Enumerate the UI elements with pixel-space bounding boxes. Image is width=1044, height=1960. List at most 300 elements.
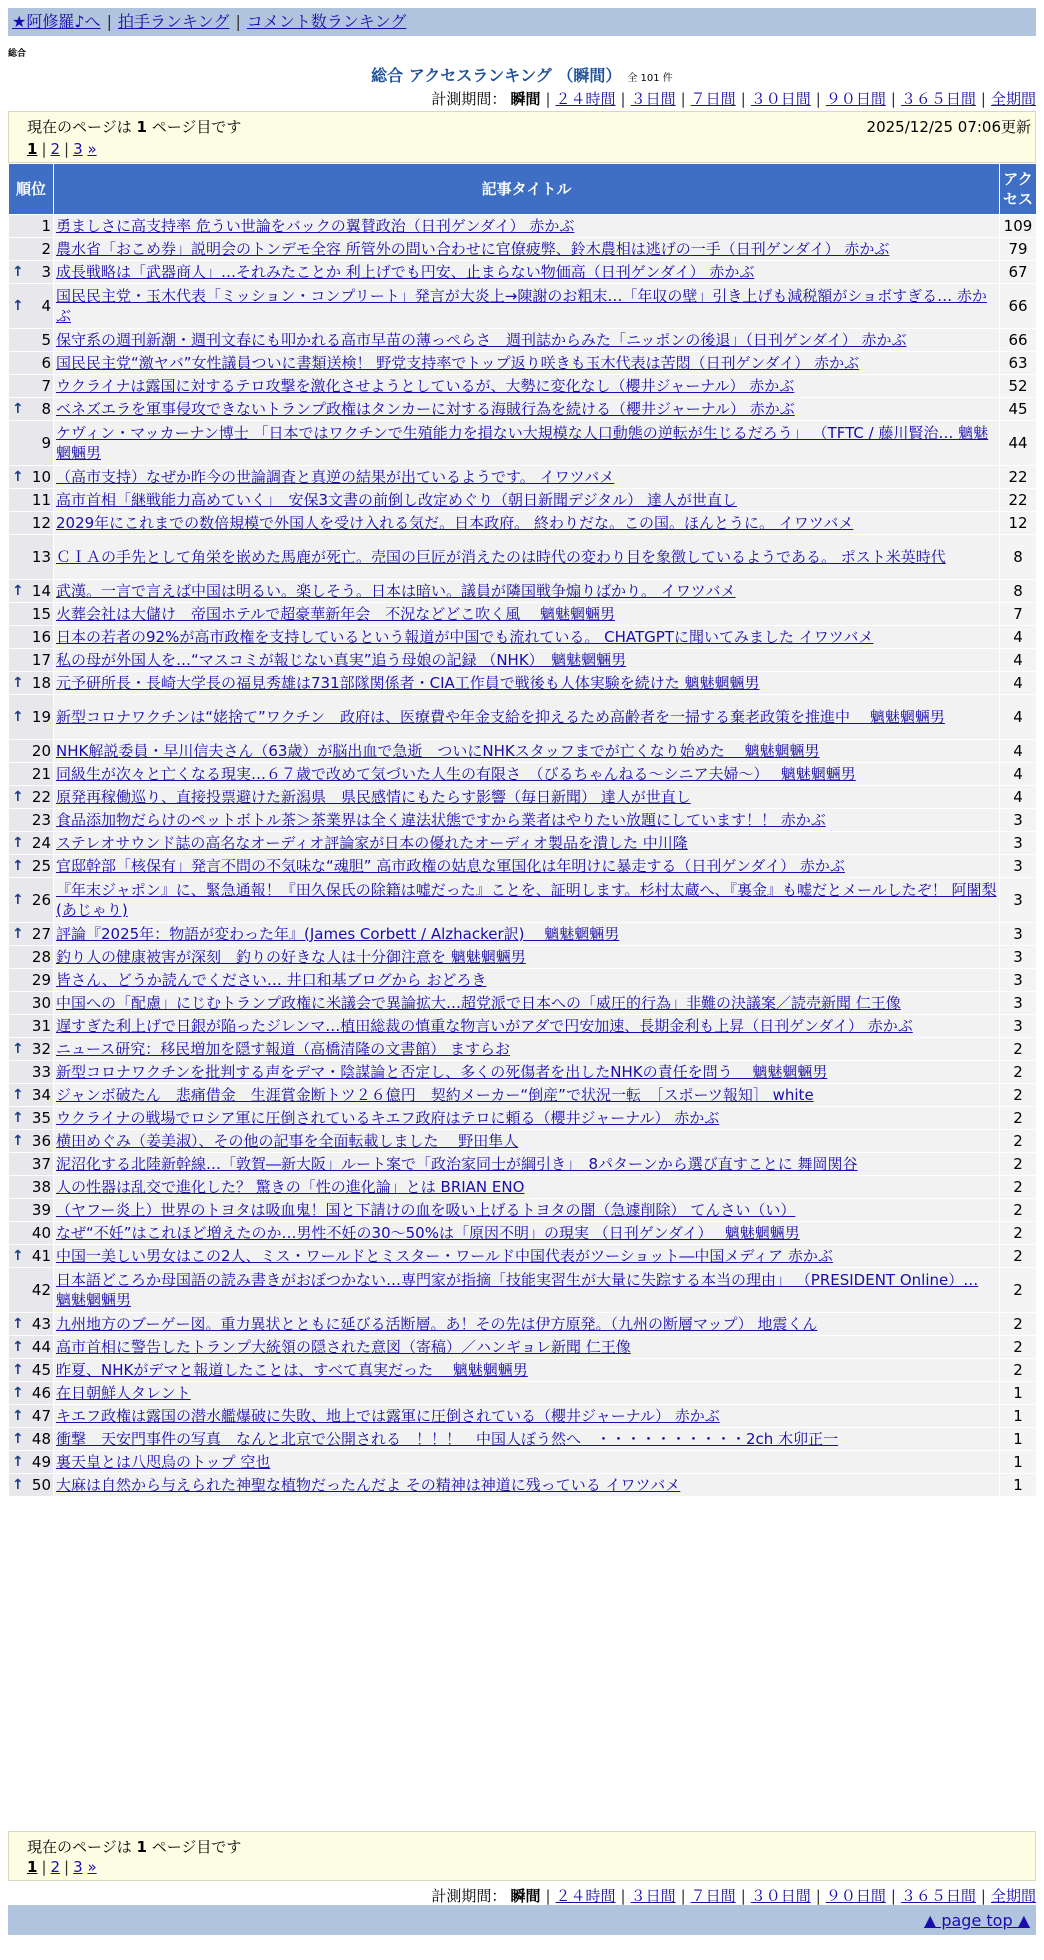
period-label: 計測期間： bbox=[431, 90, 507, 108]
page-top-link[interactable]: ▲ page top ▲ bbox=[923, 1911, 1030, 1930]
ranking-title: 総合 アクセスランキング （瞬間） bbox=[371, 66, 622, 85]
rank-number: 13 bbox=[31, 548, 51, 566]
up-arrow-icon: ↑ bbox=[12, 1110, 24, 1126]
rank-number: 29 bbox=[31, 971, 51, 989]
up-arrow-icon: ↑ bbox=[12, 401, 24, 417]
article-link[interactable]: 国民民主党“激ヤバ”女性議員ついに書類送検！ 野党支持率でトップ返り咲きも玉木代表は苦悶（日刊ゲンダイ） 赤かぶ bbox=[56, 354, 860, 372]
article-link[interactable]: 大麻は自然から与えられた神聖な植物だったんだよ その精神は神道に残っている イワツバメ bbox=[56, 1476, 681, 1494]
article-link[interactable]: 中国一美しい男女はこの2人、ミス・ワールドとミスター・ワールド中国代表がツーショット―中国メディア 赤かぶ bbox=[56, 1247, 833, 1265]
period-separator: | bbox=[980, 90, 986, 108]
access-count: 3 bbox=[1000, 923, 1037, 946]
access-count: 2 bbox=[1000, 1222, 1037, 1245]
pagination-bottom bbox=[27, 1858, 97, 1876]
up-arrow-icon: ↑ bbox=[12, 1385, 24, 1401]
pager-separator: | bbox=[41, 1858, 47, 1876]
rank-number: 48 bbox=[31, 1430, 51, 1448]
article-link[interactable]: 高市首相に警告したトランプ大統領の隠された意図（寄稿）／ハンギョレ新聞 仁王像 bbox=[56, 1338, 631, 1356]
title-column-header: 記事タイトル bbox=[54, 164, 1000, 215]
period-separator: | bbox=[620, 1887, 626, 1905]
nav-home-link[interactable]: ★阿修羅♪へ bbox=[12, 12, 101, 31]
title-cell bbox=[54, 1153, 1000, 1176]
table-row bbox=[9, 512, 1037, 535]
table-row bbox=[9, 1428, 1037, 1451]
rank-cell bbox=[9, 375, 54, 398]
rank-number: 33 bbox=[31, 1063, 51, 1081]
up-arrow-icon: ↑ bbox=[12, 583, 24, 599]
rank-number: 41 bbox=[31, 1247, 51, 1265]
article-link[interactable]: 裏天皇とは八咫烏のトップ 空也 bbox=[56, 1453, 271, 1471]
access-count: 79 bbox=[1000, 238, 1037, 261]
period-separator: | bbox=[890, 1887, 896, 1905]
rank-number: 12 bbox=[31, 514, 51, 532]
period-current: 瞬間 bbox=[510, 1887, 541, 1905]
table-row bbox=[9, 284, 1037, 329]
title-cell bbox=[54, 1428, 1000, 1451]
title-cell bbox=[54, 1359, 1000, 1382]
rank-cell bbox=[9, 603, 54, 626]
title-cell bbox=[54, 1176, 1000, 1199]
rank-cell bbox=[9, 809, 54, 832]
title-cell bbox=[54, 1038, 1000, 1061]
rank-cell bbox=[9, 1405, 54, 1428]
rank-number: 21 bbox=[31, 765, 51, 783]
access-count: 3 bbox=[1000, 969, 1037, 992]
pager-page-link[interactable]: 2 bbox=[50, 140, 61, 158]
access-count: 1 bbox=[1000, 1405, 1037, 1428]
period-separator: | bbox=[815, 1887, 821, 1905]
article-link[interactable]: 釣り人の健康被害が深刻 釣りの好きな人は十分御注意を 魑魅魍魎男 bbox=[56, 948, 526, 966]
rank-number: 19 bbox=[31, 708, 51, 726]
pager-next-link[interactable]: » bbox=[87, 1858, 97, 1876]
rank-number: 42 bbox=[31, 1281, 51, 1299]
nav-comment-ranking-link[interactable]: コメント数ランキング bbox=[246, 12, 407, 31]
status-panel-top bbox=[8, 111, 1036, 163]
title-cell bbox=[54, 535, 1000, 580]
rank-cell bbox=[9, 1107, 54, 1130]
article-link[interactable]: NHK解説委員・早川信夫さん（63歳）が脳出血で急逝 ついにNHKスタッフまでが亡くなり始めた 魑魅魍魎男 bbox=[56, 742, 820, 760]
article-link[interactable]: 勇ましさに高支持率 危うい世論をバックの翼賛政治（日刊ゲンダイ） 赤かぶ bbox=[56, 217, 575, 235]
article-link[interactable]: 皆さん、どうか読んでください… 井口和基ブログから おどろき bbox=[56, 971, 487, 989]
pager-separator: | bbox=[64, 1858, 70, 1876]
article-link[interactable]: 日本語どころか母国語の読み書きがおぼつかない…専門家が指摘「技能実習生が大量に失踪する本当の理由」 （PRESIDENT Online）… 魑魅魍魎男 bbox=[56, 1271, 979, 1309]
pager-page-link[interactable]: 2 bbox=[50, 1858, 61, 1876]
access-count: 1 bbox=[1000, 1428, 1037, 1451]
title-cell bbox=[54, 786, 1000, 809]
article-link[interactable]: 横田めぐみ（姜美淑）、その他の記事を全面転載しました 野田隼人 bbox=[56, 1132, 519, 1150]
period-link[interactable]: ３０日間 bbox=[750, 90, 811, 108]
title-cell bbox=[54, 603, 1000, 626]
article-link[interactable]: （ヤフー炎上）世界のトヨタは吸血鬼！国と下請けの血を吸い上げるトヨタの闇（急遽削除） てんさい（い） bbox=[56, 1201, 796, 1219]
access-count: 3 bbox=[1000, 992, 1037, 1015]
title-cell bbox=[54, 398, 1000, 421]
rank-number: 44 bbox=[31, 1338, 51, 1356]
article-link[interactable]: 遅すぎた利上げで日銀が陥ったジレンマ…植田総裁の慎重な物言いがアダで円安加速、長期金利も上昇（日刊ゲンダイ） 赤かぶ bbox=[56, 1017, 913, 1035]
rank-number: 23 bbox=[31, 811, 51, 829]
access-count: 4 bbox=[1000, 695, 1037, 740]
article-link[interactable]: 官邸幹部「核保有」発言不問の不気味な“魂胆” 高市政権の姑息な軍国化は年明けに暴走する（日刊ゲンダイ） 赤かぶ bbox=[56, 857, 845, 875]
period-selector-bottom bbox=[431, 1885, 1036, 1906]
access-count: 66 bbox=[1000, 329, 1037, 352]
article-link[interactable]: 成長戦略は「武器商人」…それみたことか 利上げでも円安、止まらない物価高（日刊ゲンダイ） 赤かぶ bbox=[56, 263, 755, 281]
up-arrow-icon: ↑ bbox=[12, 709, 24, 725]
up-arrow-icon: ↑ bbox=[12, 1041, 24, 1057]
table-row bbox=[9, 1199, 1037, 1222]
rank-cell bbox=[9, 261, 54, 284]
rank-number: 46 bbox=[31, 1384, 51, 1402]
table-row bbox=[9, 398, 1037, 421]
article-link[interactable]: 国民民主党・玉木代表「ミッション・コンプリート」発言が大炎上→陳謝のお粗末…「年収の壁」引き上げも減税額がショボすぎる… 赤かぶ bbox=[56, 287, 987, 325]
rank-column-header: 順位 bbox=[9, 164, 54, 215]
rank-cell bbox=[9, 763, 54, 786]
period-selector-top bbox=[431, 88, 1036, 109]
period-separator: | bbox=[815, 90, 821, 108]
rank-number: 36 bbox=[31, 1132, 51, 1150]
pager-page-link[interactable]: 3 bbox=[73, 140, 83, 158]
article-link[interactable]: 新型コロナワクチンは“姥捨て”ワクチン 政府は、医療費や年金支給を抑えるため高齢者を一掃する棄老政策を推進中 魑魅魍魎男 bbox=[56, 708, 945, 726]
rank-number: 35 bbox=[31, 1109, 51, 1127]
rank-number: 25 bbox=[31, 857, 51, 875]
rank-cell bbox=[9, 923, 54, 946]
table-row bbox=[9, 695, 1037, 740]
up-arrow-icon: ↑ bbox=[12, 892, 24, 908]
table-row bbox=[9, 1107, 1037, 1130]
rank-number: 11 bbox=[31, 491, 51, 509]
rank-cell bbox=[9, 1313, 54, 1336]
rank-number: 20 bbox=[31, 742, 51, 760]
period-link[interactable]: ７日間 bbox=[690, 90, 736, 108]
title-cell bbox=[54, 1382, 1000, 1405]
table-row bbox=[9, 535, 1037, 580]
table-row bbox=[9, 672, 1037, 695]
article-link[interactable]: 昨夏、NHKがデマと報道したことは、すべて真実だった 魑魅魍魎男 bbox=[56, 1361, 528, 1379]
table-row bbox=[9, 329, 1037, 352]
article-link[interactable]: 私の母が外国人を…“マスコミが報じない真実”追う母娘の記録 （NHK） 魑魅魍魎男 bbox=[56, 651, 627, 669]
table-row bbox=[9, 1405, 1037, 1428]
rank-cell bbox=[9, 1015, 54, 1038]
title-cell bbox=[54, 1222, 1000, 1245]
article-link[interactable]: （高市支持）なぜか昨今の世論調査と真逆の結果が出ているようです。 イワツバメ bbox=[56, 468, 615, 486]
title-cell bbox=[54, 1405, 1000, 1428]
table-row bbox=[9, 375, 1037, 398]
title-cell bbox=[54, 855, 1000, 878]
rank-cell bbox=[9, 992, 54, 1015]
table-row bbox=[9, 809, 1037, 832]
pager-next-link[interactable]: » bbox=[87, 140, 97, 158]
article-link[interactable]: 衝撃 天安門事件の写真 なんと北京で公開される ！！！ 中国人ぼう然へ ・・・・・・・・・・2ch 木卯正一 bbox=[56, 1430, 839, 1448]
rank-number: 16 bbox=[31, 628, 51, 646]
title-cell bbox=[54, 261, 1000, 284]
rank-number: 32 bbox=[31, 1040, 51, 1058]
access-count: 2 bbox=[1000, 1084, 1037, 1107]
article-link[interactable]: 泥沼化する北陸新幹線…「敦賀―新大阪」ルート案で「政治家同士が綱引き」 8パターンから選び直すことに 舞岡関谷 bbox=[56, 1155, 858, 1173]
pager-page-link[interactable]: 3 bbox=[73, 1858, 83, 1876]
table-row bbox=[9, 923, 1037, 946]
up-arrow-icon: ↑ bbox=[12, 835, 24, 851]
pager-current-page: 1 bbox=[27, 140, 38, 158]
access-count: 4 bbox=[1000, 740, 1037, 763]
rank-number: 34 bbox=[31, 1086, 51, 1104]
table-row bbox=[9, 1268, 1037, 1313]
access-count: 4 bbox=[1000, 649, 1037, 672]
article-link[interactable]: キエフ政権は露国の潜水艦爆破に失敗、地上では露軍に圧倒されている（櫻井ジャーナル） 赤かぶ bbox=[56, 1407, 720, 1425]
rank-cell bbox=[9, 649, 54, 672]
rank-cell bbox=[9, 855, 54, 878]
access-count: 2 bbox=[1000, 1268, 1037, 1313]
rank-cell bbox=[9, 1336, 54, 1359]
rank-cell bbox=[9, 238, 54, 261]
article-link[interactable]: 食品添加物だらけのペットボトル茶＞茶業界は全く違法状態ですから業者はやりたい放題にしています！！ 赤かぶ bbox=[56, 811, 826, 829]
article-link[interactable]: 農水省「おこめ券」説明会のトンデモ全容 所管外の問い合わせに官僚疲弊、鈴木農相は逃げの一手（日刊ゲンダイ） 赤かぶ bbox=[56, 240, 890, 258]
rank-cell bbox=[9, 215, 54, 238]
rank-number: 6 bbox=[41, 354, 51, 372]
access-count: 67 bbox=[1000, 261, 1037, 284]
rank-cell bbox=[9, 1359, 54, 1382]
title-cell bbox=[54, 740, 1000, 763]
period-separator: | bbox=[545, 90, 551, 108]
rank-cell bbox=[9, 398, 54, 421]
article-link[interactable]: ニュース研究：移民増加を隠す報道（高橋清隆の文書館） ますらお bbox=[56, 1040, 511, 1058]
rank-number: 43 bbox=[31, 1315, 51, 1333]
rank-cell bbox=[9, 626, 54, 649]
total-count: 全 101 件 bbox=[627, 73, 673, 84]
table-row bbox=[9, 1451, 1037, 1474]
table-row bbox=[9, 786, 1037, 809]
article-link[interactable]: ウクライナは露国に対するテロ攻撃を激化させようとしているが、大勢に変化なし（櫻井ジャーナル） 赤かぶ bbox=[56, 377, 795, 395]
table-row bbox=[9, 352, 1037, 375]
current-page-text: 現在のページは 1 ページ目です bbox=[27, 1838, 242, 1856]
table-row bbox=[9, 992, 1037, 1015]
table-header-row bbox=[9, 164, 1037, 215]
rank-cell bbox=[9, 421, 54, 466]
period-label: 計測期間： bbox=[431, 1887, 507, 1905]
article-link[interactable]: 評論『2025年：物語が変わった年』(James Corbett / Alzhacker訳) 魑魅魍魎男 bbox=[56, 925, 620, 943]
up-arrow-icon: ↑ bbox=[12, 1339, 24, 1355]
article-link[interactable]: 日本の若者の92%が高市政権を支持しているという報道が中国でも流れている。 CHATGPTに聞いてみました イワツバメ bbox=[56, 628, 874, 646]
rank-cell bbox=[9, 580, 54, 603]
table-row bbox=[9, 215, 1037, 238]
rank-number: 28 bbox=[31, 948, 51, 966]
rank-number: 39 bbox=[31, 1201, 51, 1219]
title-cell bbox=[54, 1451, 1000, 1474]
article-link[interactable]: ウクライナの戦場でロシア軍に圧倒されているキエフ政府はテロに頼る（櫻井ジャーナル） 赤かぶ bbox=[56, 1109, 720, 1127]
article-link[interactable]: ＣＩＡの手先として角栄を嵌めた馬鹿が死亡。売国の巨匠が消えたのは時代の変わり目を象徴しているようである。 ポスト米英時代 bbox=[56, 548, 946, 566]
up-arrow-icon: ↑ bbox=[12, 789, 24, 805]
title-cell bbox=[54, 946, 1000, 969]
article-link[interactable]: 保守系の週刊新潮・週刊文春にも叩かれる高市早苗の薄っぺらさ 週刊誌からみた「ニッポンの後退」（日刊ゲンダイ） 赤かぶ bbox=[56, 331, 907, 349]
rank-cell bbox=[9, 832, 54, 855]
access-count: 2 bbox=[1000, 1245, 1037, 1268]
table-row bbox=[9, 1038, 1037, 1061]
access-count: 52 bbox=[1000, 375, 1037, 398]
title-cell bbox=[54, 352, 1000, 375]
table-row bbox=[9, 261, 1037, 284]
article-link[interactable]: なぜ“不妊”はこれほど増えたのか…男性不妊の30～50%は「原因不明」の現実 （日刊ゲンダイ） 魑魅魍魎男 bbox=[56, 1224, 800, 1242]
rank-cell bbox=[9, 1130, 54, 1153]
rank-number: 49 bbox=[31, 1453, 51, 1471]
access-count: 7 bbox=[1000, 603, 1037, 626]
table-row bbox=[9, 1176, 1037, 1199]
table-row bbox=[9, 421, 1037, 466]
rank-number: 26 bbox=[31, 891, 51, 909]
article-link[interactable]: 在日朝鮮人タレント bbox=[56, 1384, 191, 1402]
article-link[interactable]: 火葬会社は大儲け 帝国ホテルで超豪華新年会 不況などどこ吹く風 魑魅魍魎男 bbox=[56, 605, 616, 623]
title-cell bbox=[54, 923, 1000, 946]
article-link[interactable]: 2029年にこれまでの数倍規模で外国人を受け入れる気だ。日本政府。 終わりだな。この国。ほんとうに。 イワツバメ bbox=[56, 514, 854, 532]
rank-cell bbox=[9, 946, 54, 969]
page-title bbox=[0, 63, 1044, 86]
period-link[interactable]: 全期間 bbox=[990, 90, 1036, 108]
rank-cell bbox=[9, 489, 54, 512]
article-link[interactable]: 元予研所長・長崎大学長の福見秀雄は731部隊関係者・CIA工作員で戦後も人体実験を続けた 魑魅魍魎男 bbox=[56, 674, 760, 692]
rank-cell bbox=[9, 878, 54, 923]
period-link[interactable]: ９０日間 bbox=[825, 1887, 886, 1905]
title-cell bbox=[54, 1061, 1000, 1084]
title-cell bbox=[54, 238, 1000, 261]
rank-number: 3 bbox=[41, 263, 51, 281]
access-count: 1 bbox=[1000, 1474, 1037, 1497]
title-cell bbox=[54, 878, 1000, 923]
rank-cell bbox=[9, 1084, 54, 1107]
title-cell bbox=[54, 809, 1000, 832]
rank-number: 5 bbox=[41, 331, 51, 349]
access-count: 8 bbox=[1000, 580, 1037, 603]
access-count: 45 bbox=[1000, 398, 1037, 421]
table-row bbox=[9, 1382, 1037, 1405]
access-count: 109 bbox=[1000, 215, 1037, 238]
rank-number: 7 bbox=[41, 377, 51, 395]
up-arrow-icon: ↑ bbox=[12, 1316, 24, 1332]
title-cell bbox=[54, 1084, 1000, 1107]
rank-number: 1 bbox=[41, 217, 51, 235]
access-count: 2 bbox=[1000, 1061, 1037, 1084]
period-separator: | bbox=[545, 1887, 551, 1905]
rank-number: 50 bbox=[31, 1476, 51, 1494]
table-row bbox=[9, 740, 1037, 763]
table-row bbox=[9, 466, 1037, 489]
period-link[interactable]: ９０日間 bbox=[825, 90, 886, 108]
period-link[interactable]: ３６５日間 bbox=[900, 1887, 976, 1905]
article-link[interactable]: 九州地方のブーゲー図。重力異状とともに延びる活断層。あ！その先は伊方原発。（九州の断層マップ） 地震くん bbox=[56, 1315, 818, 1333]
access-count: 4 bbox=[1000, 763, 1037, 786]
access-count: 2 bbox=[1000, 1313, 1037, 1336]
period-link[interactable]: 全期間 bbox=[990, 1887, 1036, 1905]
rank-cell bbox=[9, 1153, 54, 1176]
top-nav-bar bbox=[8, 8, 1036, 36]
access-count: 12 bbox=[1000, 512, 1037, 535]
access-count: 2 bbox=[1000, 1199, 1037, 1222]
up-arrow-icon: ↑ bbox=[12, 1431, 24, 1447]
article-link[interactable]: ケヴィン・マッカーナン博士 「日本ではワクチンで生殖能力を損ない大規模な人口動態の逆転が生じるだろう」 （TFTC / 藤川賢治… 魑魅魍魎男 bbox=[56, 424, 989, 462]
rank-cell bbox=[9, 786, 54, 809]
nav-separator: | bbox=[235, 12, 241, 31]
article-link[interactable]: 中国への「配慮」にじむトランプ政権に米議会で異論拡大…超党派で日本への「威圧的行為」非難の決議案／読売新聞 仁王像 bbox=[56, 994, 901, 1012]
article-link[interactable]: 原発再稼働巡り、直接投票避けた新潟県 県民感情にもたらす影響（毎日新聞） 達人が世直し bbox=[56, 788, 691, 806]
status-panel-bottom bbox=[8, 1831, 1036, 1881]
rank-cell bbox=[9, 1199, 54, 1222]
table-row bbox=[9, 1359, 1037, 1382]
title-cell bbox=[54, 466, 1000, 489]
rank-number: 22 bbox=[31, 788, 51, 806]
title-cell bbox=[54, 580, 1000, 603]
access-count: 2 bbox=[1000, 1359, 1037, 1382]
article-link[interactable]: 高市首相「継戦能力高めていく」 安保3文書の前倒し改定めぐり（朝日新聞デジタル） 達人が世直し bbox=[56, 491, 737, 509]
table-row bbox=[9, 1061, 1037, 1084]
article-link[interactable]: 人の性器は乱交で進化した？ 驚きの「性の進化論」とは BRIAN ENO bbox=[56, 1178, 525, 1196]
title-cell bbox=[54, 1130, 1000, 1153]
access-count: 2 bbox=[1000, 1153, 1037, 1176]
access-count: 4 bbox=[1000, 626, 1037, 649]
rank-number: 40 bbox=[31, 1224, 51, 1242]
up-arrow-icon: ↑ bbox=[12, 1248, 24, 1264]
title-cell bbox=[54, 489, 1000, 512]
article-link[interactable]: ベネズエラを軍事侵攻できないトランプ政権はタンカーに対する海賊行為を続ける（櫻井ジャーナル） 赤かぶ bbox=[56, 400, 795, 418]
period-separator: | bbox=[680, 90, 686, 108]
access-count: 1 bbox=[1000, 1451, 1037, 1474]
rank-cell bbox=[9, 695, 54, 740]
article-link[interactable]: 新型コロナワクチンを批判する声をデマ・陰謀論と否定し、多くの死傷者を出したNHKの責任を問う 魑魅魍魎男 bbox=[56, 1063, 828, 1081]
access-column-header: アクセス bbox=[1000, 164, 1037, 215]
table-row bbox=[9, 489, 1037, 512]
article-link[interactable]: 同級生が次々と亡くなる現実…６７歳で改めて気づいた人生の有限さ （びるちゃんねる～シニア夫婦～） 魑魅魍魎男 bbox=[56, 765, 856, 783]
article-link[interactable]: ステレオサウンド誌の高名なオーディオ評論家が日本の優れたオーディオ製品を潰した 中川隆 bbox=[56, 834, 688, 852]
rank-cell bbox=[9, 740, 54, 763]
article-link[interactable]: ジャンボ破たん 悲痛借金 生涯賞金断トツ２６億円 契約メーカー“倒産”で状況一転 ［スポーツ報知］ white bbox=[56, 1086, 814, 1104]
rank-cell bbox=[9, 1061, 54, 1084]
period-separator: | bbox=[680, 1887, 686, 1905]
rank-number: 47 bbox=[31, 1407, 51, 1425]
pager-separator: | bbox=[41, 140, 47, 158]
current-page-text: 現在のページは 1 ページ目です bbox=[27, 118, 242, 136]
category-label: 総合 bbox=[8, 49, 27, 59]
nav-clap-ranking-link[interactable]: 拍手ランキング bbox=[117, 12, 230, 31]
period-separator: | bbox=[980, 1887, 986, 1905]
title-cell bbox=[54, 1107, 1000, 1130]
table-row bbox=[9, 1015, 1037, 1038]
title-cell bbox=[54, 375, 1000, 398]
period-link[interactable]: ２４時間 bbox=[555, 90, 616, 108]
up-arrow-icon: ↑ bbox=[12, 1362, 24, 1378]
table-row bbox=[9, 969, 1037, 992]
period-link[interactable]: ２４時間 bbox=[555, 1887, 616, 1905]
rank-cell bbox=[9, 1038, 54, 1061]
ranking-table bbox=[8, 163, 1037, 1497]
table-row bbox=[9, 603, 1037, 626]
title-cell bbox=[54, 1245, 1000, 1268]
title-cell bbox=[54, 1015, 1000, 1038]
table-row bbox=[9, 946, 1037, 969]
title-cell bbox=[54, 512, 1000, 535]
period-link[interactable]: ３６５日間 bbox=[900, 90, 976, 108]
nav-separator: | bbox=[106, 12, 112, 31]
period-link[interactable]: ７日間 bbox=[690, 1887, 736, 1905]
period-link[interactable]: ３日間 bbox=[630, 90, 676, 108]
article-link[interactable]: 『年末ジャポン』に、緊急通報！『田久保氏の除籍は嘘だった』ことを、証明します。杉村太蔵へ、『裏金』も嘘だとメールしたぞ！ 阿闍梨(あじゃり) bbox=[56, 881, 997, 919]
rank-cell bbox=[9, 1428, 54, 1451]
table-row bbox=[9, 626, 1037, 649]
up-arrow-icon: ↑ bbox=[12, 264, 24, 280]
access-count: 2 bbox=[1000, 1038, 1037, 1061]
rank-cell bbox=[9, 672, 54, 695]
title-cell bbox=[54, 992, 1000, 1015]
article-link[interactable]: 武漢。一言で言えば中国は明るい。楽しそう。日本は暗い。議員が隣国戦争煽りばかり。 イワツバメ bbox=[56, 582, 736, 600]
access-count: 3 bbox=[1000, 878, 1037, 923]
rank-number: 17 bbox=[31, 651, 51, 669]
access-count: 3 bbox=[1000, 809, 1037, 832]
period-link[interactable]: ３日間 bbox=[630, 1887, 676, 1905]
table-row bbox=[9, 238, 1037, 261]
period-link[interactable]: ３０日間 bbox=[750, 1887, 811, 1905]
up-arrow-icon: ↑ bbox=[12, 1087, 24, 1103]
